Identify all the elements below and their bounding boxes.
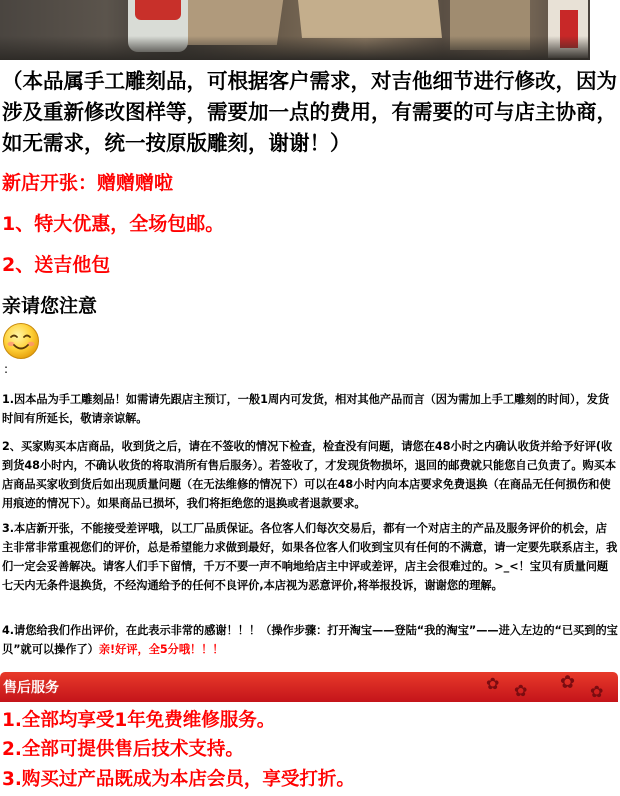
product-photo-strip <box>0 0 590 60</box>
rule-4-please-review <box>2 621 618 659</box>
after-sales-item-repair: 1.全部均享受1年免费维修服务。 <box>2 710 276 731</box>
promo-item-free-shipping: 1、特大优惠，全场包邮。 <box>2 213 225 235</box>
promo-item-guitar-bag: 2、送吉他包 <box>2 254 111 276</box>
after-sales-title: 售后服务 <box>3 680 59 696</box>
smiley-face-icon <box>2 322 40 360</box>
rule-1-handmade-shipping: 1.因本品为手工雕刻品！如需请先跟店主预订，一般1周内可发货，相对其他产品而言（因为需加上手工雕刻的时间），发货时间有所延长，敬请亲谅解。 <box>2 393 610 425</box>
promo-title: 新店开张：赠赠赠啦 <box>2 172 174 194</box>
rule-4-text: 4.请您给我们作出评价，在此表示非常的感谢！！！（操作步骤：打开淘宝——登陆“我的淘宝”——进入左边的“已买到的宝贝”就可以操作了） <box>2 624 618 656</box>
after-sales-header-bar <box>0 672 618 702</box>
flower-icon: ✿ <box>486 674 500 693</box>
custom-carving-notice: （本品属手工雕刻品，可根据客户需求，对吉他细节进行修改，因为涉及重新修改图样等，需要加一点的费用，有需要的可与店主协商，如无需求，统一按原版雕刻，谢谢！） <box>2 69 617 155</box>
flower-icon: ✿ <box>514 681 528 700</box>
flower-icon: ✿ <box>590 682 604 701</box>
after-sales-item-support: 2.全部可提供售后技术支持。 <box>2 739 244 760</box>
rule-4-red-highlight: 亲!好评，全5分哦！！！ <box>98 643 224 656</box>
attention-title: 亲请您注意 <box>2 295 98 317</box>
rule-3-no-bad-review: 3.本店新开张，不能接受差评哦，以工厂品质保证。各位客人们每次交易后，都有一个对店主的产品及服务评价的机会，店主非常非常重视您们的评价，总是希望能力求做到最好，如果各位客人们收到宝贝有任何的不满意，请一定要先联系店主，我们一定会妥善解决。请客人们手下留情，千万不要一声不响地给店主中评或差评，店主会很难过的。>_<！宝贝有质量问题七天内无条件退换货，不经沟通给予的任何不良评价,本店视为恶意评价,将举报投诉，谢谢您的理解。 <box>2 522 618 592</box>
rule-2-inspection-return: 2、买家购买本店商品，收到货之后，请在不签收的情况下检查，检查没有问题，请您在48小时之内确认收货并给予好评(收到货48小时内，不确认收货的将取消所有售后服务）。若签收了，才发现货物损坏，退回的邮费就只能您自己负责了。购买本店商品买家收到货后如出现质量问题（在无法维修的情况下）可以在48小时内向本店要求免费退换（在商品无任何损伤和使用痕迹的情况下）。如果商品已损坏，我们将拒绝您的退换或者退款要求。 <box>2 440 617 510</box>
attention-colon: : <box>4 362 9 376</box>
after-sales-item-member: 3.购买过产品既成为本店会员，享受打折。 <box>2 769 355 790</box>
flower-icon: ✿ <box>560 672 576 693</box>
